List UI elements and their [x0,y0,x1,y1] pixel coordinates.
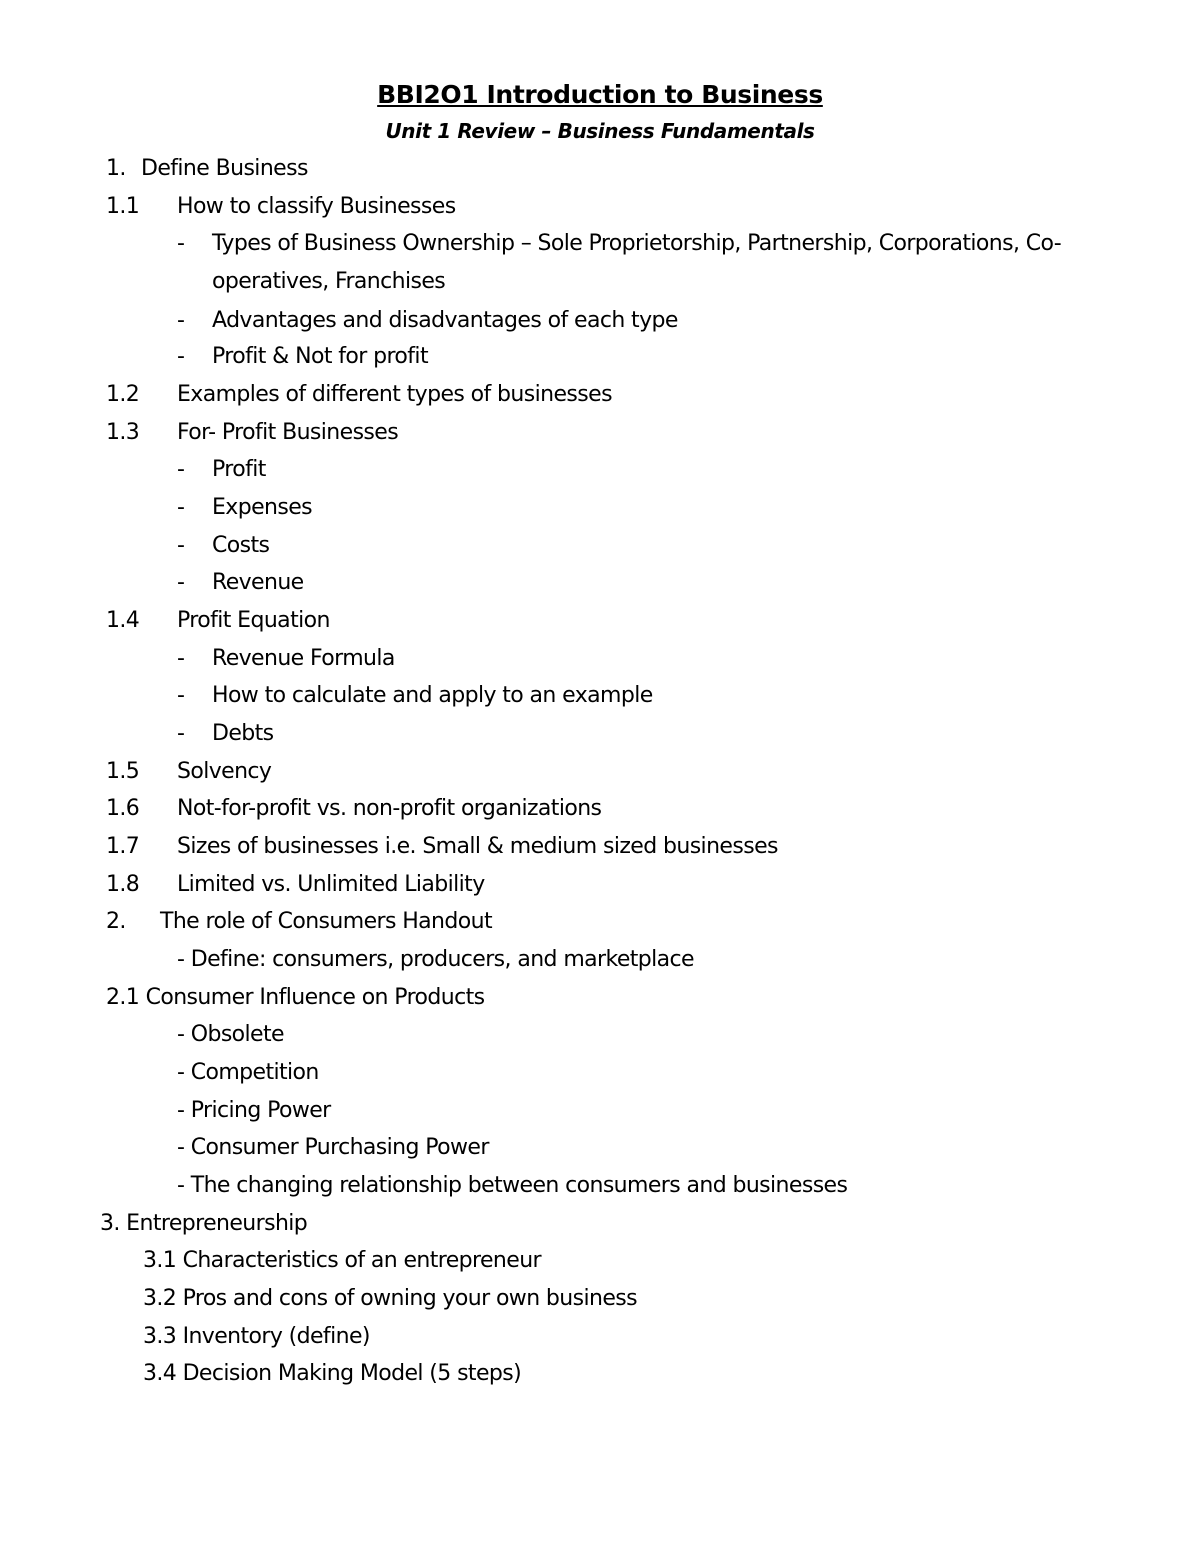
bullet-dash: - [177,646,185,671]
list-item: 3.1 Characteristics of an entrepreneur [143,1248,542,1273]
bullet-dash: - [177,721,185,746]
bullet-dash: - [177,683,185,708]
section-heading: Limited vs. Unlimited Liability [177,872,485,897]
list-item: Types of Business Ownership – Sole Proprietorship, Partnership, Corporations, Co- [212,231,1062,256]
list-item: - Define: consumers, producers, and marketplace [177,947,694,972]
section-heading: How to classify Businesses [177,194,456,219]
list-item-continuation: operatives, Franchises [212,269,446,294]
section-number: 1.6 [106,796,140,821]
section-heading: Profit Equation [177,608,330,633]
list-item: 3.3 Inventory (define) [143,1324,370,1349]
list-item: Revenue [212,570,304,595]
bullet-dash: - [177,570,185,595]
list-item: How to calculate and apply to an example [212,683,653,708]
doc-title: BBI2O1 Introduction to Business [377,80,823,109]
section-number: 1. [106,156,126,181]
list-item: - Obsolete [177,1022,284,1047]
section-heading: Not-for-profit vs. non-profit organizations [177,796,602,821]
bullet-dash: - [177,308,185,333]
list-item: Advantages and disadvantages of each type [212,308,678,333]
doc-subtitle: Unit 1 Review – Business Fundamentals [385,119,815,143]
list-item: Profit & Not for profit [212,344,428,369]
list-item: 3.4 Decision Making Model (5 steps) [143,1361,522,1386]
list-item: - Competition [177,1060,319,1085]
section-heading: Solvency [177,759,272,784]
list-item: - Pricing Power [177,1098,331,1123]
section-number: 1.7 [106,834,140,859]
section-heading: Examples of different types of businesses [177,382,612,407]
section-heading: Sizes of businesses i.e. Small & medium sized businesses [177,834,778,859]
list-item: Revenue Formula [212,646,395,671]
section-number: 1.4 [106,608,140,633]
section-heading: For- Profit Businesses [177,420,399,445]
section-number: 2. [106,909,126,934]
section-number: 1.2 [106,382,140,407]
section-heading: 2.1 Consumer Influence on Products [106,985,485,1010]
list-item: 3.2 Pros and cons of owning your own business [143,1286,638,1311]
section-heading: The role of Consumers Handout [160,909,492,934]
list-item: Profit [212,457,266,482]
section-number: 1.8 [106,872,140,897]
list-item: Expenses [212,495,313,520]
section-heading: Define Business [141,156,308,181]
section-number: 1.3 [106,420,140,445]
list-item: - The changing relationship between consumers and businesses [177,1173,848,1198]
list-item: Costs [212,533,270,558]
bullet-dash: - [177,533,185,558]
section-number: 1.1 [106,194,140,219]
section-number: 1.5 [106,759,140,784]
section-heading: 3. Entrepreneurship [100,1211,308,1236]
list-item: Debts [212,721,274,746]
bullet-dash: - [177,457,185,482]
bullet-dash: - [177,231,185,256]
bullet-dash: - [177,344,185,369]
bullet-dash: - [177,495,185,520]
list-item: - Consumer Purchasing Power [177,1135,489,1160]
